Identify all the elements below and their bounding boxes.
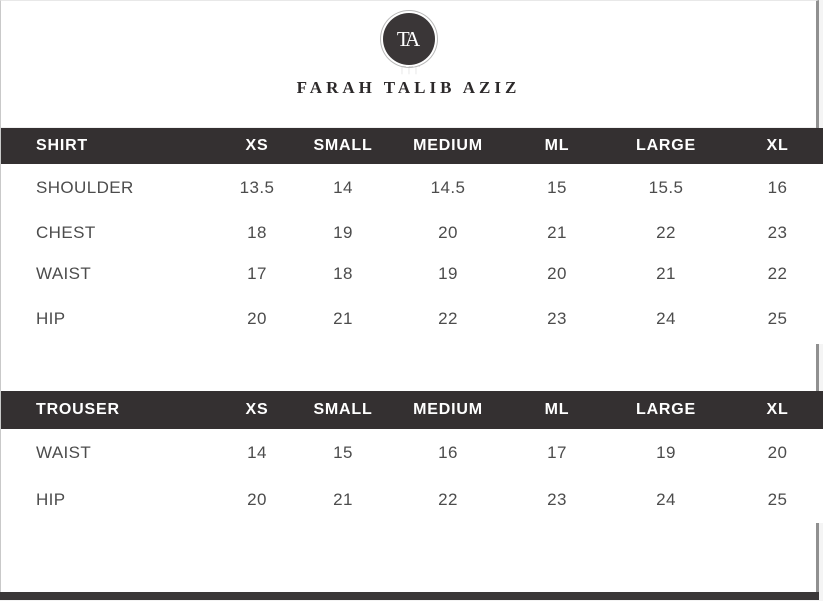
measurement-value: 13.5	[211, 164, 303, 212]
measurement-value: 20	[731, 429, 823, 476]
measurement-value: 21	[303, 476, 383, 523]
measurement-value: 23	[513, 294, 601, 344]
trouser-table-header-row	[1, 391, 823, 429]
column-header: ML	[513, 391, 601, 429]
column-header: LARGE	[601, 391, 731, 429]
table-row	[1, 429, 823, 476]
column-header: XL	[731, 128, 823, 164]
measurement-value: 25	[731, 294, 823, 344]
measurement-value: 21	[601, 253, 731, 294]
measurement-value: 19	[383, 253, 513, 294]
table-row	[1, 212, 823, 253]
laurel-ornament-icon: ⎾⎾⎾	[398, 66, 419, 75]
footer-bar	[0, 592, 819, 600]
measurement-value: 21	[513, 212, 601, 253]
brand-logo	[383, 13, 435, 65]
shirt-table-header-row	[1, 128, 823, 164]
measurement-value: 22	[731, 253, 823, 294]
measurement-value: 18	[211, 212, 303, 253]
measurement-value: 20	[383, 212, 513, 253]
table-row	[1, 476, 823, 523]
measurement-value: 14	[211, 429, 303, 476]
table-row	[1, 253, 823, 294]
measurement-value: 17	[513, 429, 601, 476]
measurement-value: 18	[303, 253, 383, 294]
column-header: MEDIUM	[383, 128, 513, 164]
row-label: HIP	[1, 476, 211, 523]
trouser-size-table	[1, 391, 823, 523]
row-label: SHOULDER	[1, 164, 211, 212]
measurement-value: 15.5	[601, 164, 731, 212]
measurement-value: 15	[513, 164, 601, 212]
measurement-value: 19	[303, 212, 383, 253]
table-row	[1, 164, 823, 212]
measurement-value: 20	[513, 253, 601, 294]
measurement-value: 23	[513, 476, 601, 523]
measurement-value: 25	[731, 476, 823, 523]
column-header: ML	[513, 128, 601, 164]
measurement-value: 24	[601, 294, 731, 344]
measurement-value: 21	[303, 294, 383, 344]
measurement-value: 15	[303, 429, 383, 476]
measurement-value: 14	[303, 164, 383, 212]
measurement-value: 17	[211, 253, 303, 294]
row-label: HIP	[1, 294, 211, 344]
measurement-value: 20	[211, 476, 303, 523]
measurement-value: 23	[731, 212, 823, 253]
column-header: XL	[731, 391, 823, 429]
row-label: CHEST	[1, 212, 211, 253]
brand-name: FARAH TALIB AZIZ	[296, 78, 521, 97]
column-header: MEDIUM	[383, 391, 513, 429]
column-header: SMALL	[303, 128, 383, 164]
measurement-value: 16	[383, 429, 513, 476]
measurement-value: 20	[211, 294, 303, 344]
column-header: XS	[211, 391, 303, 429]
row-label: WAIST	[1, 253, 211, 294]
shirt-size-table	[1, 128, 823, 344]
measurement-value: 16	[731, 164, 823, 212]
measurement-value: 22	[383, 294, 513, 344]
measurement-value: 19	[601, 429, 731, 476]
column-header: LARGE	[601, 128, 731, 164]
column-header: SMALL	[303, 391, 383, 429]
measurement-value: 22	[601, 212, 731, 253]
brand-header	[1, 1, 816, 128]
column-header: TROUSER	[1, 391, 211, 429]
brand-monogram: TA	[396, 26, 418, 51]
column-header: SHIRT	[1, 128, 211, 164]
row-label: WAIST	[1, 429, 211, 476]
measurement-value: 24	[601, 476, 731, 523]
measurement-value: 14.5	[383, 164, 513, 212]
column-header: XS	[211, 128, 303, 164]
table-row	[1, 294, 823, 344]
measurement-value: 22	[383, 476, 513, 523]
